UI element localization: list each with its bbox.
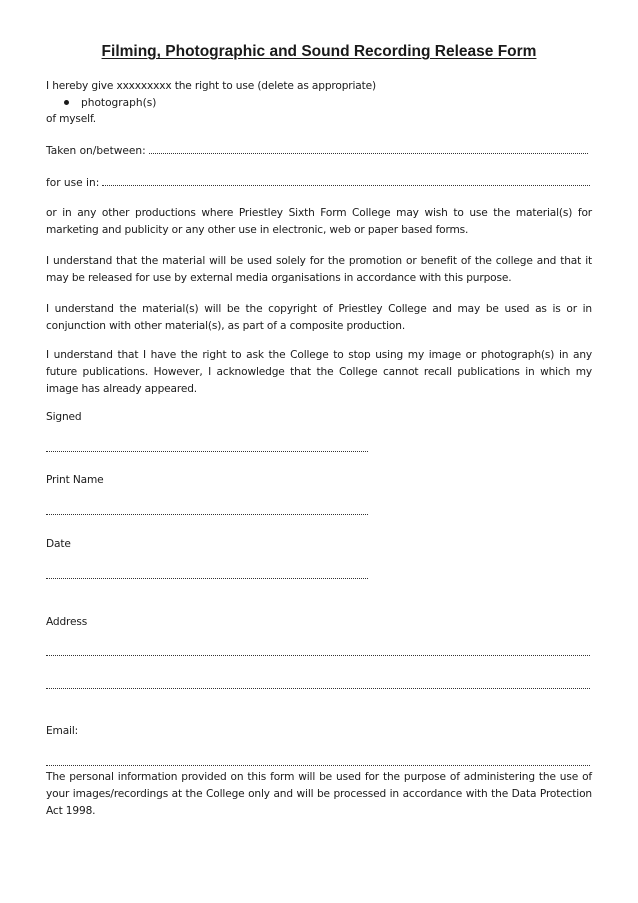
signed-label: Signed [46, 411, 82, 423]
right-to-stop-paragraph: I understand that I have the right to ask the College to stop using my image or photograph(s) in any future publications. However, I acknowledge that the College cannot recall publications in which my image has already appeared. [46, 349, 592, 395]
other-productions-paragraph: or in any other productions where Priestley Sixth Form College may wish to use the material(s) for marketing and publicity or any other use in electronic, web or paper based forms. [46, 207, 592, 236]
email-dotted-line[interactable] [46, 765, 590, 766]
copyright-paragraph: I understand the material(s) will be the copyright of Priestley College and may be used as is or in conjunction with other material(s), as part of a composite production. [46, 303, 592, 332]
taken-on-label: Taken on/between: [46, 145, 146, 157]
email-label: Email: [46, 725, 79, 737]
signed-dotted-line[interactable] [46, 451, 368, 452]
address-dotted-line-1[interactable] [46, 655, 590, 656]
for-use-label: for use in: [46, 177, 100, 189]
address-dotted-line-2[interactable] [46, 688, 590, 689]
taken-on-field[interactable] [46, 143, 588, 157]
of-myself-text: of myself. [46, 113, 96, 125]
date-dotted-line[interactable] [46, 578, 368, 579]
privacy-note: The personal information provided on this form will be used for the purpose of administering the use of your images/recordings at the College only and will be processed in accordance with the Data Protection Act 1998. [46, 771, 592, 817]
intro-text: I hereby give xxxxxxxxx the right to use (delete as appropriate) [46, 80, 376, 92]
solely-promotion-paragraph: I understand that the material will be used solely for the promotion or benefit of the college and that it may be released for use by external media organisations in accordance with this purpose. [46, 255, 592, 284]
date-label: Date [46, 538, 71, 550]
print-name-dotted-line[interactable] [46, 514, 368, 515]
bullet-icon [64, 100, 69, 105]
print-name-label: Print Name [46, 474, 104, 486]
taken-on-dotted-line[interactable] [149, 153, 588, 154]
for-use-dotted-line[interactable] [102, 185, 590, 186]
form-title: Filming, Photographic and Sound Recording Release Form [101, 43, 537, 60]
bullet-item-photographs [64, 95, 156, 112]
bullet-label: photograph(s) [81, 97, 157, 109]
for-use-field[interactable] [46, 175, 590, 189]
address-label: Address [46, 616, 88, 628]
